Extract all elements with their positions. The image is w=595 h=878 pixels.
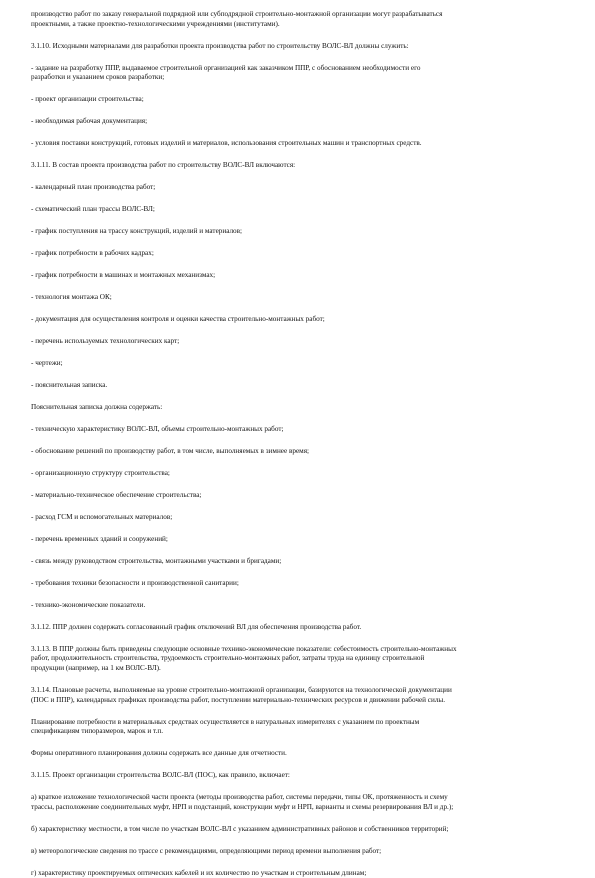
- list-item: - пояснительная записка.: [31, 380, 108, 389]
- text-paragraph: Планирование потребности в материальных средствах осуществляется в натуральных измерителях с указанием по проектным спецификациям типоразмеров, марок и т.п.: [31, 717, 420, 736]
- text-paragraph: Формы оперативного планирования должны содержать все данные для отчетности.: [31, 749, 287, 758]
- list-item: - технико-экономические показатели.: [31, 600, 146, 609]
- section-3-1-13: 3.1.13. В ППР должны быть приведены следующие основные технико-экономические показатели: себестоимость строительно-монтажных работ, продолжительность строительства, трудоемкость строительно-монтажных работ, затраты труда на единицу строительной продукции (например, на 1 км ВОЛС-ВЛ).: [31, 644, 457, 672]
- list-item: - техническую характеристику ВОЛС-ВЛ, объемы строительно-монтажных работ;: [31, 424, 284, 433]
- list-item: - материально-техническое обеспечение строительства;: [31, 490, 202, 499]
- section-3-1-11: 3.1.11. В состав проекта производства работ по строительству ВОЛС-ВЛ включаются:: [31, 161, 296, 170]
- list-item: - график потребности в машинах и монтажных механизмах;: [31, 271, 216, 280]
- list-item: - задание на разработку ППР, выдаваемое строительной организацией как заказчиком ППР, с обоснованием необходимости его разработки и указанием сроков разработки;: [31, 63, 421, 82]
- list-item: - календарный план производства работ;: [31, 183, 156, 192]
- list-item: б) характеристику местности, в том числе по участкам ВОЛС-ВЛ с указанием административных районов и собственников территорий;: [31, 824, 449, 833]
- text-paragraph: производство работ по заказу генеральной подрядной или субподрядной строительно-монтажной организации могут разрабатываться проектными, а также проектно-технологическими учреждениями (институтами).: [31, 10, 443, 28]
- section-3-1-14: 3.1.14. Плановые расчеты, выполняемые на уровне строительно-монтажной организации, базируются на технологической документации (ПОС и ППР), календарных графиках производства работ, поступлении материально-технических ресурсов и движении рабочей силы.: [31, 685, 452, 704]
- list-item: - обоснование решений по производству работ, в том числе, выполняемых в зимнее время;: [31, 446, 310, 455]
- list-item: - схематический план трассы ВОЛС-ВЛ;: [31, 205, 155, 214]
- list-item: - организационную структуру строительства;: [31, 468, 170, 477]
- text-paragraph: Пояснительная записка должна содержать:: [31, 402, 163, 411]
- list-item: - график поступления на трассу конструкций, изделий и материалов;: [31, 227, 243, 236]
- list-item: - проект организации строительства;: [31, 95, 144, 104]
- list-item: - связь между руководством строительства, монтажными участками и бригадами;: [31, 556, 282, 565]
- list-item: г) характеристику проектируемых оптических кабелей и их количество по участкам и строительным длинам;: [31, 868, 367, 877]
- list-item: - требования техники безопасности и производственной санитарии;: [31, 578, 239, 587]
- list-item: - график потребности в рабочих кадрах;: [31, 249, 154, 258]
- section-3-1-15: 3.1.15. Проект организации строительства ВОЛС-ВЛ (ПОС), как правило, включает:: [31, 771, 290, 780]
- list-item: - перечень временных зданий и сооружений;: [31, 534, 168, 543]
- list-item: - документация для осуществления контроля и оценки качества строительно-монтажных работ;: [31, 314, 325, 323]
- list-item: - условия поставки конструкций, готовых изделий и материалов, использования строительных машин и транспортных средств.: [31, 139, 422, 148]
- list-item: в) метеорологические сведения по трассе с рекомендациями, определяющими период времени выполнения работ;: [31, 846, 382, 855]
- list-item: - необходимая рабочая документация;: [31, 117, 148, 126]
- list-item: - технология монтажа ОК;: [31, 293, 112, 301]
- list-item: - перечень используемых технологических карт;: [31, 336, 180, 345]
- list-item: - чертежи;: [31, 358, 63, 367]
- list-item: а) краткое изложение технологической части проекта (методы производства работ, системы передачи, типы ОК, протяженность и схему трассы, расположение соединительных муфт, НРП и подстанций, конструкции муфт и НРП, варианты и схемы резервирования ВЛ и др.);: [31, 793, 454, 811]
- section-3-1-12: 3.1.12. ППР должен содержать согласованный график отключений ВЛ для обеспечения производства работ.: [31, 622, 362, 631]
- list-item: - расход ГСМ и вспомогательных материалов;: [31, 512, 173, 521]
- section-3-1-10: 3.1.10. Исходными материалами для разработки проекта производства работ по строительству ВОЛС-ВЛ должны служить:: [31, 41, 409, 50]
